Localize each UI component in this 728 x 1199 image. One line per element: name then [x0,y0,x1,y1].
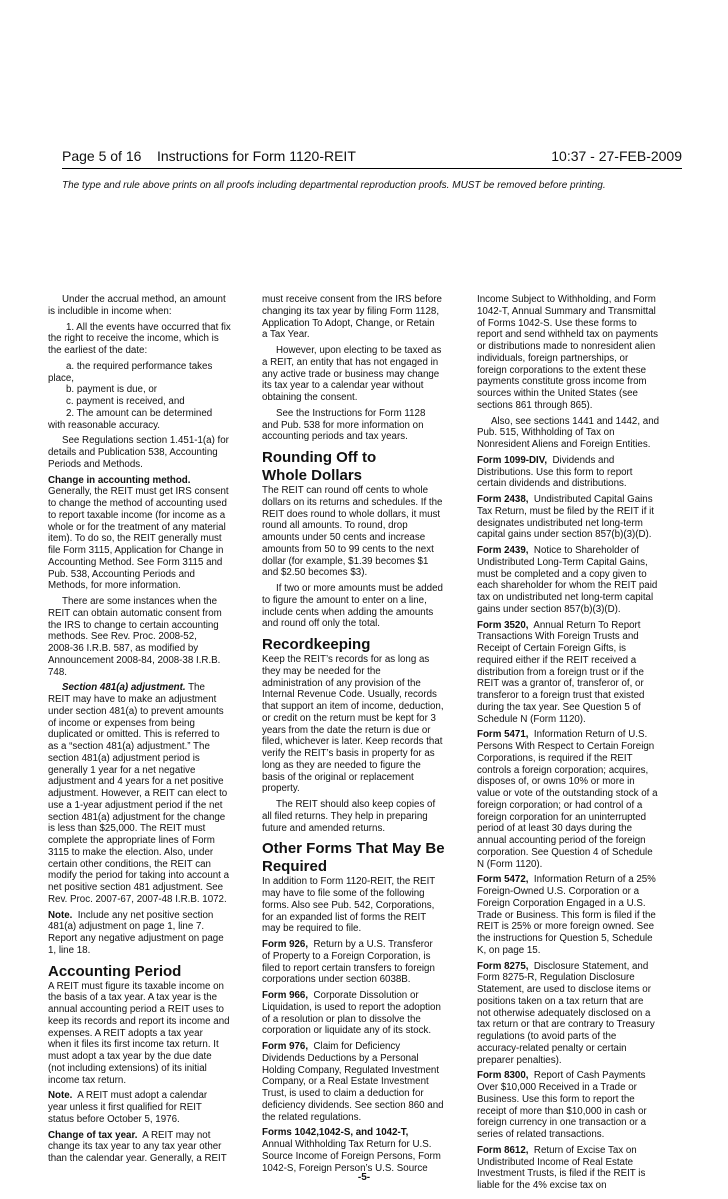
text-line [477,874,681,886]
text-line [262,1041,463,1053]
form-label: Form 5471, [477,729,529,741]
text-line [262,939,463,951]
text-line: its tax year to a calendar year without [262,380,424,392]
text-line [477,620,681,632]
header-title: Page 5 of 16 Instructions for Form 1120-REIT [62,148,356,164]
text-line: If two or more amounts must be added [276,583,443,594]
text-line: designates undistributed net long-term [477,517,643,529]
form-label: Form 8300, [477,1070,529,1082]
text-line: See Regulations section 1.451-1(a) for [62,435,229,447]
text-line: amounts from 50 to 99 cents to the next [262,543,434,555]
text-line [477,1145,681,1157]
text-line: b. payment is due, or [66,384,158,396]
text-line: Transactions With Foreign Trusts and [477,631,639,643]
text-line: section 481(a) adjustment for the change [48,811,226,823]
form-label: Form 976, [262,1041,309,1052]
text-line: Keep the REIT’s records for as long as [262,654,430,665]
text-line: under section 481(a) to prevent amounts [48,705,224,717]
text-line: Under the accrual method, an amount [62,294,226,305]
text-line [48,1090,250,1102]
text-line: Application To Adopt, Change, or Retain [262,317,435,329]
text-line: individuals, foreign partnerships, or [477,352,629,364]
text-line: must receive consent from the IRS before [262,294,442,305]
text-line: a REIT, an entity that has not engaged in [262,356,439,368]
form-label: Form 926, [262,939,309,950]
text-line: a Tax Year. [262,329,310,341]
text-line: There are some instances when the [62,596,218,607]
text-line: is less than $25,000. The REIT must [48,823,206,835]
text-line [48,682,250,694]
text-run: A REIT must adopt a calendar [72,1090,208,1102]
text-line: expenses. A REIT adopts a tax year [48,1027,203,1039]
text-line: Methods, for more information. [48,580,181,592]
text-line: basis of the original or replacement [262,771,414,783]
text-line: REIT does round to whole dollars, it must [262,508,441,520]
text-line: forms. Also see Pub. 542, Corporations, [262,899,435,911]
text-line: certain dividends and distributions. [477,478,627,490]
text-run: Claim for Deficiency [308,1041,401,1052]
form-label: Forms 1042,1042-S, and 1042-T, [262,1127,409,1139]
heading-other-forms-line-2: Required [262,858,328,876]
proof-notice: The type and rule above prints on all proofs including departmental reproduction proofs. MUST be removed before printing. [62,180,606,191]
text-line: to report taxable income (for income as a [48,509,226,521]
text-line: liable for the 4% excise tax on [477,1180,607,1191]
text-line: methods. See Rev. Proc. 2008-52, [48,631,197,643]
text-line: period of at least 30 days during the [477,823,633,835]
text-line: Liquidation, is used to report the adoption [262,1001,441,1013]
text-line: 481(a) adjustment on page 1, line 7. [48,921,205,933]
text-line: N (Form 1120). [477,858,543,870]
text-line: must be completed and a copy given to [477,568,647,580]
text-run: Disclosure Statement, and [528,960,649,972]
text-line [48,1130,250,1142]
text-run: Include any net positive section [72,909,214,921]
text-line [48,910,250,922]
text-line: Trust, is used to claim a deduction for [262,1088,424,1099]
text-line [477,455,681,467]
text-line: generally 1 year for a net negative [48,764,196,776]
text-line: corporation or liquidate any of its stock. [262,1025,432,1037]
text-line [262,990,463,1002]
text-line: positions taken on a tax return that are [477,995,644,1007]
text-line: Nonresident Aliens and Foreign Entities. [477,439,651,450]
text-line: net positive section 481 adjustment. See [48,882,224,893]
text-line: filed, whichever is later. Keep records that [262,736,443,748]
text-line: However, upon electing to be taxed as [276,345,442,356]
column-1 [48,294,250,1165]
page-number: -5- [357,1172,371,1183]
text-line: long as they are needed to figure the [262,759,421,771]
text-line: Announcement 2008-84, 2008-38 I.R.B. [48,654,221,666]
text-line: series of related transactions. [477,1129,605,1140]
text-line: Income Subject to Withholding, and Form [477,294,656,305]
text-line: the right to receive the income, which is [48,333,219,345]
text-line: as a “section 481(a) adjustment.” The [48,741,210,752]
text-line [477,1070,681,1082]
text-run: Return by a U.S. Transferor [308,939,433,950]
text-line: foreign corporation for an uninterrupted [477,811,647,823]
text-line: of Property to a Foreign Corporation, is [262,950,431,962]
text-line: Form 8275-R, Regulation Disclosure [477,972,635,984]
text-line: tax return or that are contrary to Treasury [477,1019,655,1031]
text-line: payments constitute gross income from [477,376,647,388]
text-line: Internal Revenue Code. Usually, records [262,689,437,701]
form-label: Form 5472, [477,874,529,886]
text-line: Trade or Business. This form is filed if the [477,909,656,921]
form-label: Form 2439, [477,545,529,556]
text-line: 1. All the events have occurred that fix [66,321,231,333]
header-rule [62,168,682,169]
text-line: income tax return. [48,1074,127,1086]
text-line: dollars on its returns and schedules. If the [262,496,443,508]
text-line: Foreign Corporation Engaged in a U.S. [477,897,646,909]
text-line: certain other conditions, the REIT can [48,858,211,870]
text-line: preparer penalties). [477,1054,562,1066]
text-run: Dividends and [547,454,615,466]
text-line: tax on undistributed net long-term capital [477,592,654,603]
text-line: Receipt of Certain Foreign Gifts, is [477,643,627,654]
text-line: Also, see sections 1441 and 1442, and [491,415,660,427]
form-label: Form 2438, [477,494,529,505]
text-line: is includible in income when: [48,305,172,317]
text-line: and round off only the total. [262,618,380,630]
text-line: adjustment and 4 years for a net positive [48,776,224,788]
text-line: See the Instructions for Form 1128 [276,407,426,419]
text-line: 1, line 18. [48,944,91,956]
text-line: section 481(a) adjustment period is [48,752,200,764]
text-line [477,961,681,973]
text-line: Tax Return, must be filed by the REIT if it [477,505,655,517]
text-line: may be required to file. [262,923,362,935]
text-line: whole or for the treatment of any material [48,521,226,533]
text-line: Corporations, is required if the REIT [477,752,633,764]
text-line: of income or expenses from being [48,717,195,729]
text-line: annual accounting period of the foreign [477,835,646,846]
heading-other-forms-line-1: Other Forms That May Be [262,840,445,858]
text-line: or credit on the return must be kept for 3 [262,712,436,724]
text-line: to change the method of accounting used [48,498,227,509]
text-line: capital gains under section 857(b)(3)(D). [477,529,652,541]
text-line [477,729,681,741]
text-line [477,545,681,557]
subheading-section-481a: Section 481(a) adjustment. [62,682,186,694]
text-line: foreign currency in one transaction or a [477,1117,647,1129]
text-line: Pub. 515, Withholding of Tax on [477,427,615,439]
text-line: during the tax year. See Question 5 of [477,701,641,713]
text-run: Corporate Dissolution or [308,990,419,1001]
column-3 [477,294,681,1192]
text-run: Annual Return To Report [528,619,641,631]
text-line: complete the appropriate lines of Form [48,835,215,846]
text-line: the related regulations. [262,1111,362,1123]
text-line: the earliest of the date: [48,345,148,356]
text-line: Dividends Deductions by a Personal [262,1052,419,1064]
text-line: use a 1-year adjustment period if the net [48,799,223,811]
text-line: status before October 5, 1976. [48,1113,180,1125]
subheading-change-accounting-method: Change in accounting method. [48,474,191,486]
text-line: Distributions. Use this form to report [477,466,633,478]
text-line: REIT is 25% or more foreign owned. See [477,921,655,933]
text-line: required either if the REIT received a [477,654,637,666]
text-run: A REIT may not [137,1129,211,1141]
text-line: adjustment. However, a REIT can elect to [48,788,228,799]
heading-recordkeeping: Recordkeeping [262,636,371,653]
text-line: 1042-T, Annual Summary and Transmittal [477,305,656,317]
text-line: with reasonable accuracy. [48,419,161,431]
text-line: change its tax year to any tax year other [48,1141,222,1153]
text-line: Statement, are used to disclose items or [477,984,651,995]
text-line: filed to report certain transfers to foreign [262,962,435,974]
text-line: Accounting Method. See Form 3115 and [48,556,223,568]
text-line: the IRS to change to certain accounting [48,619,219,631]
text-line: regulations (to avoid parts of the [477,1031,617,1042]
text-line: Foreign-Owned U.S. Corporation or a [477,886,640,897]
text-line: modify the period for taking into account a [48,870,230,882]
text-line: changing its tax year by filing Form 1128, [262,305,440,317]
text-line: any active trade or business may change [262,368,440,380]
text-line: sections 861 through 865). [477,399,593,411]
form-label: Form 3520, [477,619,529,631]
text-line: 2008-36 I.R.B. 587, as modified by [48,643,199,654]
text-line: or distributions made to nonresident alien [477,341,656,352]
text-line: they may be needed for the [262,665,381,677]
text-line: Business. Use this form to report the [477,1093,635,1105]
text-line: annual accounting period a REIT uses to [48,1004,224,1015]
text-line: of a resolution or plan to dissolve the [262,1013,421,1025]
text-line: item). To do so, the REIT generally must [48,533,222,545]
text-line: accuracy-related penalty or certain [477,1042,627,1054]
text-line: include cents when adding the amounts [262,606,434,618]
text-line: years from the date the return is due or [262,724,431,736]
text-run: Information Return of a 25% [528,874,656,886]
text-line: year unless it first qualified for REIT [48,1102,202,1113]
text-line: must adopt a tax year by the due date [48,1051,212,1062]
text-line: not otherwise adequately disclosed on a [477,1007,651,1019]
text-line: c. payment is received, and [66,396,185,407]
text-line: the instructions for Question 5, Schedule [477,933,653,944]
text-line: for an expanded list of forms the REIT [262,911,427,923]
text-line: sources within the United States (see [477,388,638,399]
text-line: than the calendar year. Generally, a REIT [48,1153,227,1164]
text-line: Periods and Methods. [48,458,143,470]
text-line: duplicated or omitted. This is referred to [48,729,220,741]
text-line: REIT was a grantor of, transferor of, or [477,678,644,690]
text-line: Undistributed Income of Real Estate [477,1156,634,1168]
text-line: may have to file some of the following [262,888,425,899]
text-run: Return of Excise Tax on [528,1144,637,1156]
heading-rounding-line-2: Whole Dollars [262,467,363,484]
text-line: Over $10,000 Received in a Trade or [477,1082,637,1093]
text-line: (not including extensions) of its initial [48,1062,207,1074]
text-line: details and Publication 538, Accounting [48,447,218,458]
text-line: and Pub. 538 for more information on [262,419,424,431]
text-line: REIT may have to make an adjustment [48,694,217,705]
text-line: Annual Withholding Tax Return for U.S. [262,1139,432,1150]
text-line: value or vote of the outstanding stock of a [477,788,658,799]
text-line: administration of any provision of the [262,677,421,689]
text-line: Persons With Respect to Certain Foreign [477,741,655,752]
text-line: gains under section 857(b)(3)(D). [477,603,621,615]
text-line: Undistributed Long-Term Capital Gains, [477,556,648,568]
text-line: receipt of more than $10,000 in cash or [477,1105,647,1117]
text-line: controls a foreign corporation; acquires, [477,764,649,776]
text-line: property. [262,783,300,795]
text-line: place, [48,372,75,384]
text-line: that support an item of income, deduction, [262,701,444,712]
form-label: Form 8275, [477,960,529,972]
text-run: The [185,682,205,694]
text-line: Pub. 538, Accounting Periods and [48,568,195,580]
text-line: all filed returns. They help in preparing [262,810,428,822]
text-run: Notice to Shareholder of [528,545,640,556]
form-label: Form 1099-DIV, [477,454,548,466]
text-line: Generally, the REIT must get IRS consent [48,486,229,498]
text-line: In addition to Form 1120-REIT, the REIT [262,876,436,888]
text-line: distribution from a foreign trust or if the [477,666,644,678]
text-line: Source Income of Foreign Persons, Form [262,1150,441,1162]
text-line: REIT can obtain automatic consent from [48,607,222,619]
text-line: to figure the amount to enter on a line, [262,594,427,606]
text-line: the basis of a tax year. A tax year is the [48,992,218,1004]
text-line: each shareholder for whom the REIT paid [477,580,658,592]
text-run: Report of Cash Payments [528,1070,646,1082]
text-line: corporation. See Question 4 of Schedule [477,846,653,858]
text-line: Rev. Proc. 2007-67, 2007-48 I.R.B. 1072. [48,893,227,905]
text-line: transferor to a foreign trust that existed [477,690,645,701]
text-line: deficiency dividends. See section 860 and [262,1099,444,1111]
text-line: round all amounts. To round, drop [262,520,408,532]
running-header [62,148,682,168]
text-line: Investment Trusts, is filed if the REIT is [477,1168,646,1180]
subheading-change-tax-year: Change of tax year. [48,1129,138,1141]
text-line: obtaining the consent. [262,392,358,403]
text-line: future and amended returns. [262,822,386,834]
text-line: Holding Company, Regulated Investment [262,1064,440,1076]
text-line: Report any negative adjustment on page [48,933,224,944]
column-2 [262,294,463,1174]
text-line: of Forms 1042-S. Use these forms to [477,317,637,329]
text-line: 1042-S, Foreign Person’s U.S. Source [262,1162,428,1174]
text-line: The REIT can round off cents to whole [262,485,429,496]
text-line: dollar (for example, $1.39 becomes $1 [262,555,429,567]
text-line: report and send withheld tax on payments [477,329,659,341]
heading-accounting-period: Accounting Period [48,962,182,980]
form-label: Form 966, [262,990,309,1001]
text-line: The REIT should also keep copies of [276,799,436,810]
text-run: Undistributed Capital Gains [528,494,653,505]
note-label: Note. [48,909,73,921]
text-line: file Form 3115, Application for Change in [48,545,224,556]
text-line: 748. [48,666,67,678]
text-line: corporations under section 6038B. [262,974,411,986]
text-line: and $2.50 becomes $3). [262,567,368,579]
text-line [477,494,681,506]
text-line: accounting periods and tax years. [262,431,408,443]
text-line: when it files its first income tax return. It [48,1039,219,1051]
note-label: Note. [48,1090,73,1102]
text-line: Schedule N (Form 1120). [477,713,586,725]
text-line: K, on page 15. [477,944,541,956]
text-line: Company, or a Real Estate Investment [262,1076,429,1088]
text-line: foreign corporations to the extent these [477,364,647,376]
header-timestamp: 10:37 - 27-FEB-2009 [551,148,682,164]
text-run: Information Return of U.S. [528,729,648,741]
text-line: verify the REIT’s basis in property for as [262,748,435,759]
text-line: amounts under 50 cents and increase [262,532,426,543]
text-line: foreign corporation; or had control of a [477,799,643,811]
text-line: 2. The amount can be determined [66,407,213,419]
text-line: keep its records and report its income and [48,1015,230,1027]
form-label: Form 8612, [477,1144,529,1156]
text-line: 3115 to make the election. Also, under [48,846,214,858]
text-line: A REIT must figure its taxable income on [48,980,224,992]
text-line: a. the required performance takes [66,360,213,372]
text-line: disposes of, or owns 10% or more in [477,776,635,788]
heading-rounding-line-1: Rounding Off to [262,449,377,466]
